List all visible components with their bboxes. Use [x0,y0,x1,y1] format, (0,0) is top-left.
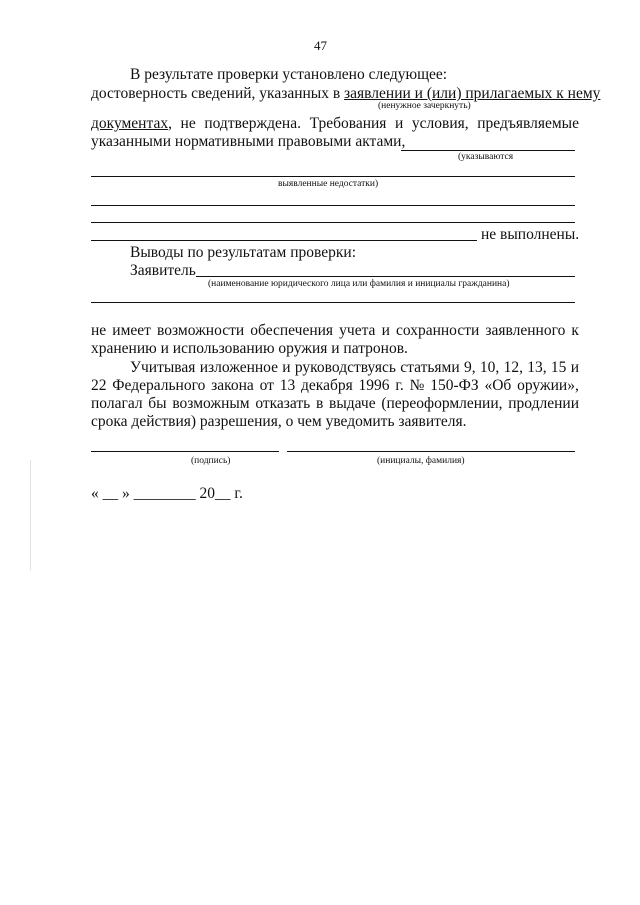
applicant-hint: (наименование юридического лица или фамилия и инициалы гражданина) [208,279,510,289]
rest-word: подтверждена. [204,115,301,132]
signature-hint: (подпись) [191,456,231,466]
storage-word: учета [339,322,376,339]
strike-hint: (ненужное зачеркнуть) [378,101,471,111]
reliability-prefix: достоверность сведений, указанных в [91,85,341,102]
deficiencies-blank-2[interactable] [91,205,575,206]
decision-word: г. [395,377,404,394]
decision-word: 15 [550,359,567,376]
decision-word: руководствуясь [294,359,396,376]
conclusions-heading: Выводы по результатам проверки: [130,244,357,261]
decision-word: декабря [301,377,353,394]
storage-word: не [91,322,107,339]
decision-word: закона [211,377,254,394]
deficiencies-blank-3[interactable] [91,222,575,223]
storage-line-2: хранению и использованию оружия и патронов. [91,340,408,357]
page-number: 47 [314,38,327,53]
decision-line-1 [130,359,579,377]
decision-word: продлении [508,395,579,412]
decision-line-3 [91,395,579,413]
decision-word: Учитывая [130,359,196,376]
not-fulfilled-text: не выполнены. [481,226,580,243]
decision-line-2 [91,377,579,395]
initials-blank[interactable] [287,451,575,452]
decision-word: 150-ФЗ [430,377,479,394]
rest-word: условия, [411,115,469,132]
decision-word: № [409,377,425,394]
not-confirmed-line [91,115,579,133]
decision-word: 13 [279,377,296,394]
storage-line-1 [91,322,579,340]
decision-word: бы [148,395,167,412]
rest-word: и [395,115,404,132]
decision-word: 12, [503,359,523,376]
decision-word: 22 [91,377,107,394]
decision-word: 1996 [358,377,390,394]
decision-word: и [570,359,579,376]
decision-line-4: срока действия) разрешения, о чем уведомить заявителя. [91,413,467,430]
storage-word: к [571,322,579,339]
reliability-underlined: заявлении и (или) прилагаемых к нему [344,85,601,102]
decision-word: (переоформлении, [381,395,503,412]
decision-word: 9, [463,359,476,376]
decision-word: выдаче [329,395,376,412]
deficiencies-hint: выявленные недостатки) [278,179,379,189]
acts-hint: (указываются [458,152,514,162]
intro-line: В результате проверки установлено следующее: [130,66,448,83]
decision-word: «Об [484,377,512,394]
decision-word: от [259,377,274,394]
rest-word: , [168,115,172,132]
applicant-blank[interactable] [196,276,575,277]
reliability-line [91,85,600,103]
rest-word: не [180,115,196,132]
acts-blank[interactable] [401,150,575,151]
decision-word: Федерального [112,377,206,394]
decision-word: в [315,395,324,412]
applicant-blank-2[interactable] [91,302,575,303]
decision-word: изложенное [199,359,278,376]
applicant-label: Заявитель [130,262,196,279]
decision-word: отказать [255,395,311,412]
signature-blank[interactable] [91,451,279,452]
date-line[interactable]: « __ » ________ 20__ г. [91,485,243,502]
storage-word: заявленного [485,322,566,339]
decision-word: полагал [91,395,143,412]
rest-word: Требования [309,115,387,132]
decision-word: 13, [527,359,547,376]
deficiencies-blank-4[interactable] [91,240,477,241]
decision-word: 10, [479,359,500,376]
decision-word: статьями [400,359,460,376]
acts-line: указанными нормативными правовыми актами, [91,133,406,150]
decision-word: и [282,359,291,376]
scan-margin-mark [30,460,31,570]
storage-word: и [381,322,390,339]
deficiencies-blank-1[interactable] [91,176,575,177]
storage-word: имеет [112,322,151,339]
initials-hint: (инициалы, фамилия) [377,456,465,466]
rest-word: предъявляемые [477,115,579,132]
storage-word: сохранности [395,322,480,339]
decision-word: оружии», [517,377,579,394]
documents-underlined: документах [91,115,169,132]
storage-word: обеспечения [250,322,334,339]
decision-word: возможным [172,395,250,412]
storage-word: возможности [157,322,245,339]
